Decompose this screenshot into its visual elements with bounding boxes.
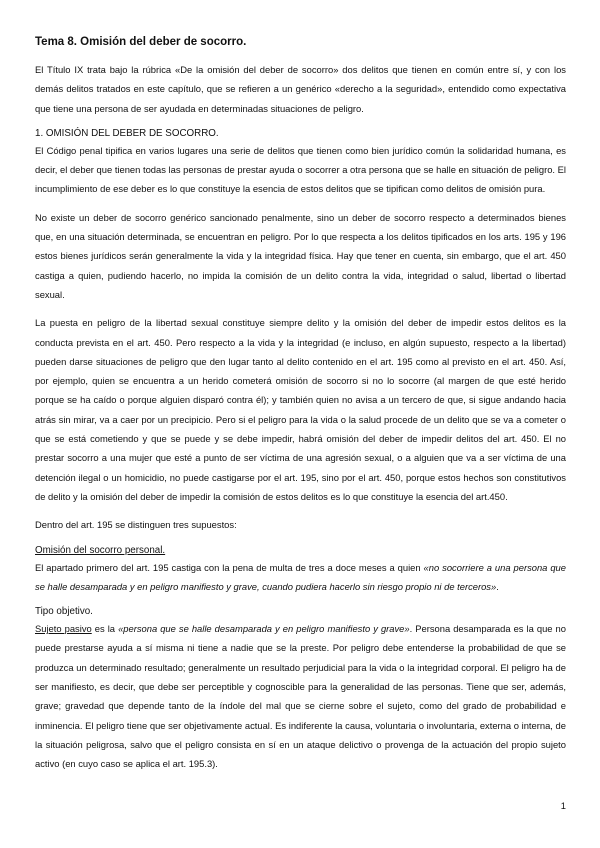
intro-paragraph: El Título IX trata bajo la rúbrica «De la omisión del deber de socorro» dos delitos que tienen en común entre sí, y con los demás delitos tratados en este capítulo, que se refieren a un genérico «derecho a la seguridad», entendido como expectativa que tiene una persona de ser ayudada en determinadas situaciones de peligro.	[35, 64, 566, 114]
paragraph-4: Dentro del art. 195 se distinguen tres supuestos:	[35, 519, 237, 531]
p6-a: es la	[91, 623, 119, 635]
paragraph-6	[35, 619, 566, 773]
p6-rest: . Persona desamparada es la que no puede prestarse ayuda a sí misma ni tiene a nadie que se la preste. Por peligro debe entenderse la probabilidad de que se produzca un determinado resultado; generalmente un resultado perjudicial para la vida o la integridad corporal. El peligro ha de ser manifiesto, es decir, que debe ser perceptible y cognoscible para la generalidad de las personas. Tiene que ser, además, grave; gravedad que depende tanto de la índole del mal que se cierne sobre el sujeto, como del grado de probabilidad e inminencia. El peligro tiene que ser objetivamente actual. Es indiferente la causa, voluntaria o involuntaria, externa o interna, de la situación peligrosa, salvo que el peligro consista en sí en un ataque delictivo o provenga de la actuación del propio sujeto activo (en cuyo caso se aplica el art. 195.3).	[35, 623, 566, 770]
subheading	[35, 544, 566, 558]
page-number: 1	[560, 800, 566, 811]
p5-start: El apartado primero del art. 195 castiga con la pena de multa de tres a doce meses a quien	[35, 561, 424, 573]
subheading-text: Omisión del socorro personal.	[35, 544, 166, 556]
paragraph-2: No existe un deber de socorro genérico sancionado penalmente, sino un deber de socorro respecto a determinados bienes que, en una situación determinada, se encuentran en peligro. Por lo que respecta a los delitos tipificados en los arts. 195 y 196 estos bienes jurídicos serán generalmente la vida y la integridad física. Hay que tener en cuenta, sin embargo, que el art. 450 castiga a quien, pudiendo hacerlo, no impida la comisión de un delito contra la vida, integridad o salud, libertad o libertad sexual.	[35, 211, 566, 300]
sujeto-pasivo-label: Sujeto pasivo	[35, 623, 92, 635]
p5-end: .	[496, 580, 499, 592]
document-title: Tema 8. Omisión del deber de socorro.	[35, 36, 247, 48]
p6-quote: «persona que se halle desamparada y en peligro manifiesto y grave»	[118, 623, 410, 635]
p5-quote: «no socorriere a una persona que se halle desamparada y en peligro manifiesto y grave, cuando pudiera hacerlo sin riesgo propio ni de terceros»	[35, 561, 566, 592]
document-page	[35, 36, 566, 774]
paragraph-5	[35, 558, 566, 597]
tipo-objetivo-heading: Tipo objetivo.	[35, 606, 93, 618]
paragraph-3: La puesta en peligro de la libertad sexual constituye siempre delito y la omisión del deber de impedir estos delitos es la conducta prevista en el art. 450. Pero respecto a la vida y la integridad (e incluso, en algún supuesto, respecto a la libertad) pueden darse situaciones de peligro que den lugar tanto al delito contenido en el art. 195 como al previsto en el art. 450. Así, por ejemplo, quien se encuentra a un herido cometerá omisión de socorro si no lo socorre (al margen de que esté herido porque se ha caído o porque alguien disparó contra él); y también quien no avisa a un tercero de que, si sigue andando hacia atrás sin mirar, va a caer por un precipicio. Pero si el peligro para la vida o la salud procede de un delito que se va a cometer o que se está cometiendo y que se puede y se debe impedir, habrá omisión del deber de impedir delitos del art. 450. El no prestar socorro a una mujer que esté a punto de ser víctima de una agresión sexual, o a alguien que va a ser víctima de una detención ilegal o un homicidio, no puede castigarse por el art. 195, sino por el art. 450, porque estos hechos son constitutivos de delito y la omisión del deber de impedir la comisión de estos delitos es lo que constituye la esencia del art.450.	[35, 317, 566, 502]
paragraph-1: El Código penal tipifica en varios lugares una serie de delitos que tienen como bien jurídico común la solidaridad humana, es decir, el deber que tienen todas las personas de prestar ayuda o socorrer a otra persona que se halle en situación de peligro. El incumplimiento de ese deber es lo que constituye la esencia de estos delitos que se tipifican como delitos de omisión pura.	[35, 144, 566, 195]
section-heading: 1. OMISIÓN DEL DEBER DE SOCORRO.	[35, 127, 219, 139]
